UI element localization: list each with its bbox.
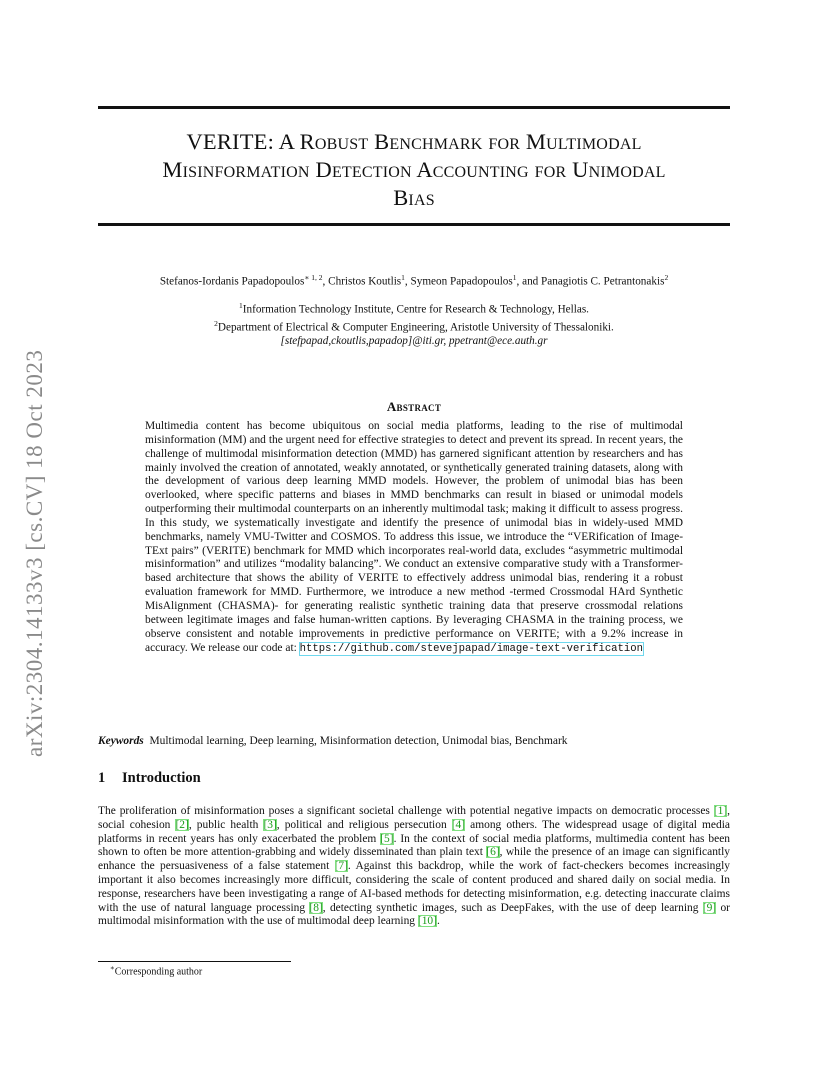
title-line-2: Misinformation Detection Accounting for Unimodal <box>162 157 666 182</box>
author-3: , Symeon Papadopoulos <box>404 275 513 288</box>
section-title: Introduction <box>122 770 201 786</box>
affiliation-2-text: Department of Electrical & Computer Engineering, Aristotle University of Thessaloniki. <box>217 321 614 334</box>
author-3-affil: 1 <box>512 273 517 282</box>
intro-text: , social cohesion <box>98 805 730 831</box>
paper-title <box>98 128 730 212</box>
arxiv-stamp: arXiv:2304.14133v3 [cs.CV] 18 Oct 2023 <box>22 349 47 757</box>
author-2-affil: 1 <box>401 273 405 282</box>
abstract-body <box>145 420 683 656</box>
citation-link[interactable]: [1] <box>713 805 728 817</box>
citation-link[interactable]: [9] <box>702 901 717 914</box>
footnote <box>110 964 202 977</box>
author-4: , and Panagiotis C. Petrantonakis <box>516 275 665 288</box>
author-list <box>98 273 730 288</box>
citation-link[interactable]: [2] <box>175 818 189 831</box>
affiliation-1 <box>98 299 730 317</box>
title-line-3: Bias <box>393 185 435 210</box>
footnote-mark: ∗ <box>110 964 115 972</box>
footnote-rule <box>98 961 291 962</box>
intro-text: . <box>436 915 440 928</box>
intro-paragraph <box>98 805 730 929</box>
title-bottom-rule <box>98 223 730 226</box>
intro-text: , public health <box>188 818 264 831</box>
intro-text: . In the context of social media platforms, multimedia content has been shown to often be more attention-grabbing and widely disseminated than plain text <box>98 832 730 859</box>
author-1: Stefanos-Iordanis Papadopoulos <box>159 275 305 288</box>
intro-text: The proliferation of misinformation poses a significant societal challenge with potential negative impacts on democratic processes <box>98 805 714 817</box>
affiliation-2 <box>98 317 730 335</box>
title-line-1: VERITE: A Robust Benchmark for Multimodal <box>186 129 642 154</box>
author-4-affil: 2 <box>664 273 669 282</box>
intro-text: , political and religious persecution <box>276 818 452 831</box>
citation-link[interactable]: [4] <box>451 818 466 831</box>
intro-text: , detecting synthetic images, such as DeepFakes, with the use of deep learning <box>322 901 703 914</box>
footnote-text: Corresponding author <box>114 966 203 978</box>
citation-link[interactable]: [10] <box>417 915 437 928</box>
citation-link[interactable]: [7] <box>334 860 348 873</box>
author-2: , Christos Koutlis <box>322 275 402 288</box>
keywords-text: Multimodal learning, Deep learning, Misinformation detection, Unimodal bias, Benchmark <box>149 735 568 747</box>
citation-link[interactable]: [3] <box>263 818 277 831</box>
affiliation-1-mark: 1 <box>239 301 243 310</box>
section-heading <box>98 770 201 787</box>
citation-link[interactable]: [6] <box>486 846 500 859</box>
abstract-text: Multimedia content has become ubiquitous on social media platforms, leading to the rise of multimodal misinformation (MM) and the urgent need for effective strategies to detect and prevent its spread. In recent years, the challenge of multimodal misinformation detection (MMD) has garnered significant attention by researchers and has mainly involved the creation of annotated, weakly annotated, or synthetically generated training datasets, along with the development of various deep learning MMD models. However, the problem of unimodal bias has been overlooked, where specific patterns and biases in MMD benchmarks can result in biased or unimodal models outperforming their multimodal counterparts on an inherently multimodal task; making it difficult to assess progress. In this study, we systematically investigate and identify the presence of unimodal bias in widely-used MMD benchmarks, namely VMU-Twitter and COSMOS. To address this issue, we introduce the “VERification of Image-TExt pairs” (VERITE) benchmark for MMD which incorporates real-world data, excludes “asymmetric multimodal misinformation” and utilizes “modality balancing”. We conduct an extensive comparative study with a Transformer-based architecture that shows the ability of VERITE to effectively address unimodal bias, rendering it a robust evaluation framework for MMD. Furthermore, we introduce a new method -termed Crossmodal HArd Synthetic MisAlignment (CHASMA)- for generating realistic synthetic training data that preserve crossmodal relations between legitimate images and false human-written captions. By leveraging CHASMA in the training process, we observe consistent and notable improvements in predictive performance on VERITE; with a 9.2% increase in accuracy. We release our code at: <box>145 420 683 654</box>
author-1-affil: ∗ 1, 2 <box>304 273 323 282</box>
affiliation-1-text: Information Technology Institute, Centre for Research & Technology, Hellas. <box>242 303 589 316</box>
affiliations <box>98 299 730 348</box>
title-top-rule <box>98 106 730 109</box>
section-number: 1 <box>98 770 106 786</box>
code-link[interactable]: https://github.com/stevejpapad/image-text-verification <box>299 642 643 655</box>
keywords <box>98 735 730 747</box>
intro-text: among others. The widespread usage of digital media platforms in recent years has only exacerbated the problem <box>98 818 730 845</box>
author-emails: [stefpapad,ckoutlis,papadop]@iti.gr, ppetrant@ece.auth.gr <box>280 335 548 348</box>
intro-text: , while the presence of an image can significantly enhance the persuasiveness of a false statement <box>98 846 730 873</box>
affiliation-2-mark: 2 <box>214 318 218 328</box>
intro-text: or multimodal misinformation with the use of multimodal deep learning <box>98 901 730 928</box>
citation-link[interactable]: [8] <box>309 901 323 914</box>
citation-link[interactable]: [5] <box>380 832 394 845</box>
keywords-label: Keywords <box>98 735 144 747</box>
intro-text: . Against this backdrop, while the work of fact-checkers becomes increasingly important it also becomes increasingly more difficult, considering the scale of content produced and shared daily on social media. In response, researchers have been investigating a range of AI-based methods for detecting misinformation, e.g. detecting inaccurate claims with the use of natural language processing <box>98 860 731 914</box>
abstract-heading: Abstract <box>386 399 442 414</box>
